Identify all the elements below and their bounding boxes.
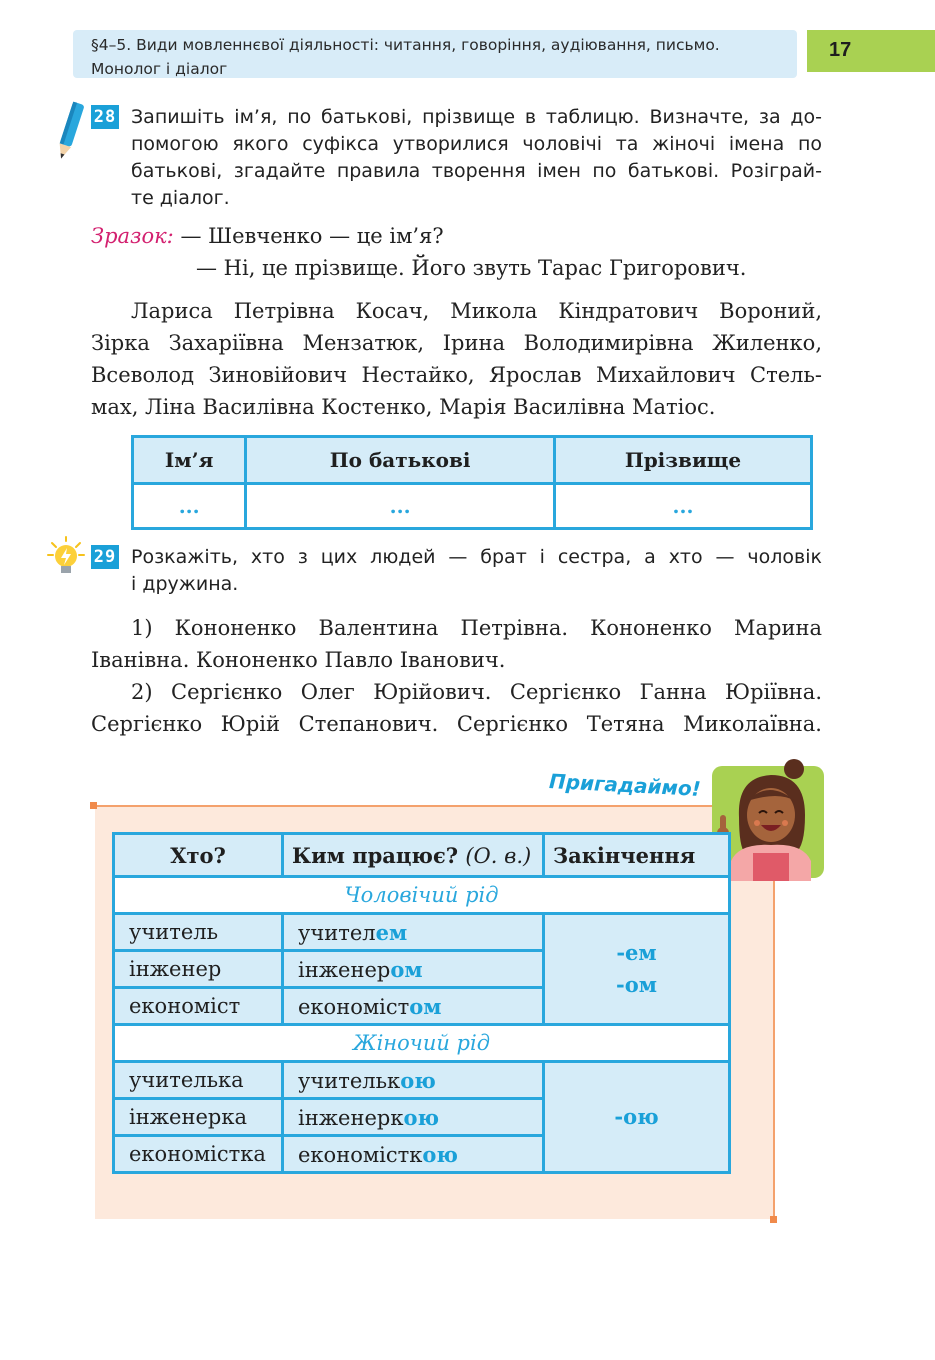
- table-cell: ...: [554, 484, 811, 529]
- task-number-29: 29: [91, 545, 119, 569]
- word-stem: інженер: [298, 957, 391, 982]
- section-header: [73, 30, 797, 78]
- families-paragraph-2: [91, 676, 822, 740]
- who-cell: учитель: [114, 914, 283, 951]
- who-cell: учителька: [114, 1062, 283, 1099]
- task28-instruction-line: Запишіть ім’я, по батькові, прізвище в таблицю. Визначте, за до-: [131, 106, 822, 128]
- header-who: Хто?: [114, 834, 283, 877]
- sample-label: Зразок:: [91, 224, 174, 248]
- masculine-endings: [544, 914, 730, 1025]
- table-row: [114, 1062, 730, 1099]
- who-cell: інженерка: [114, 1099, 283, 1136]
- table-cell: ...: [246, 484, 555, 529]
- pencil-icon: [55, 100, 85, 162]
- corner-marker: [90, 802, 97, 809]
- ending-value: -ем: [616, 940, 657, 965]
- instrumental-cell: [283, 914, 544, 951]
- word-stem: економістк: [298, 1142, 423, 1167]
- instrumental-cell: [283, 1099, 544, 1136]
- instrumental-cell: [283, 988, 544, 1025]
- word-ending: ом: [390, 956, 423, 982]
- task28-instruction: [131, 104, 822, 212]
- families-line: Сергієнко Юрій Степанович. Сергієнко Тетяна Миколаївна.: [91, 712, 822, 736]
- task29-instruction: [131, 544, 822, 598]
- task28-instruction-line: помогою якого суфікса утворилися чоловічі та жіночі імена по: [131, 133, 822, 155]
- table-header-cell: Ім’я: [133, 437, 246, 484]
- remember-border-top: [92, 805, 782, 807]
- task-number-28: 28: [91, 105, 119, 129]
- remember-title: Пригадаймо!: [548, 769, 702, 801]
- task28-instruction-line: те діалог.: [131, 187, 230, 209]
- endings-table: [112, 832, 731, 1174]
- table-cell: ...: [133, 484, 246, 529]
- word-stem: інженерк: [298, 1105, 404, 1130]
- task29-instruction-line: Розкажіть, хто з цих людей — брат і сестра, а хто — чоловік: [131, 546, 822, 568]
- page-number-tab: [807, 30, 935, 72]
- instrumental-cell: [283, 1136, 544, 1173]
- section-title-line2: Монолог і діалог: [91, 60, 228, 78]
- header-whom-case: (О. в.): [465, 843, 532, 868]
- sample-dialog-line1: [91, 220, 444, 252]
- table-header-row: [133, 437, 812, 484]
- header-ending: Закінчення: [544, 834, 730, 877]
- names-line: Зірка Захаріївна Мензатюк, Ірина Володимирівна Жиленко,: [91, 331, 822, 355]
- task29-instruction-line: і дружина.: [131, 573, 239, 595]
- ending-value: -ом: [616, 972, 657, 997]
- task28-instruction-line: батькові, згадайте правила творення імен по батькові. Розіграй-: [131, 160, 822, 182]
- who-cell: економістка: [114, 1136, 283, 1173]
- masculine-label: Чоловічий рід: [114, 877, 730, 914]
- instrumental-cell: [283, 951, 544, 988]
- group-row: [114, 877, 730, 914]
- section-title: [91, 33, 720, 81]
- word-ending: ом: [409, 993, 442, 1019]
- word-stem: учительк: [298, 1068, 401, 1093]
- word-ending: ою: [400, 1067, 436, 1093]
- word-ending: ою: [422, 1141, 458, 1167]
- table-row: [133, 484, 812, 529]
- who-cell: інженер: [114, 951, 283, 988]
- who-cell: економіст: [114, 988, 283, 1025]
- names-table: [131, 435, 813, 530]
- word-stem: економіст: [298, 994, 410, 1019]
- names-paragraph: [91, 295, 822, 423]
- table-header-cell: По батькові: [246, 437, 555, 484]
- dialog-line1: — Шевченко — це ім’я?: [173, 224, 444, 248]
- families-line: 2) Сергієнко Олег Юрійович. Сергієнко Ганна Юріївна.: [131, 680, 822, 704]
- names-line: мах, Ліна Василівна Костенко, Марія Василівна Матіос.: [91, 395, 716, 419]
- table-header-cell: Прізвище: [554, 437, 811, 484]
- families-line: Іванівна. Кононенко Павло Іванович.: [91, 648, 506, 672]
- instrumental-cell: [283, 1062, 544, 1099]
- names-line: Всеволод Зиновійович Нестайко, Ярослав Михайлович Стель-: [91, 363, 822, 387]
- names-line: Лариса Петрівна Косач, Микола Кіндратович Вороний,: [131, 299, 822, 323]
- header-whom: [283, 834, 544, 877]
- table-row: [114, 914, 730, 951]
- corner-marker: [770, 1216, 777, 1223]
- section-title-line1: §4–5. Види мовленнєвої діяльності: читання, говоріння, аудіювання, письмо.: [91, 36, 720, 54]
- lightbulb-icon: [44, 535, 90, 581]
- families-line: 1) Кононенко Валентина Петрівна. Кононенко Марина: [131, 616, 822, 640]
- word-stem: учител: [298, 920, 376, 945]
- families-paragraph-1: [91, 612, 822, 676]
- dialog-line2: — Ні, це прізвище. Його звуть Тарас Григорович.: [196, 256, 747, 280]
- page-number: 17: [829, 39, 852, 61]
- header-whom-label: Ким працює?: [292, 842, 466, 868]
- feminine-label: Жіночий рід: [114, 1025, 730, 1062]
- group-row: [114, 1025, 730, 1062]
- word-ending: ем: [375, 919, 408, 945]
- endings-header-row: [114, 834, 730, 877]
- feminine-ending: -ою: [544, 1062, 730, 1173]
- word-ending: ою: [403, 1104, 439, 1130]
